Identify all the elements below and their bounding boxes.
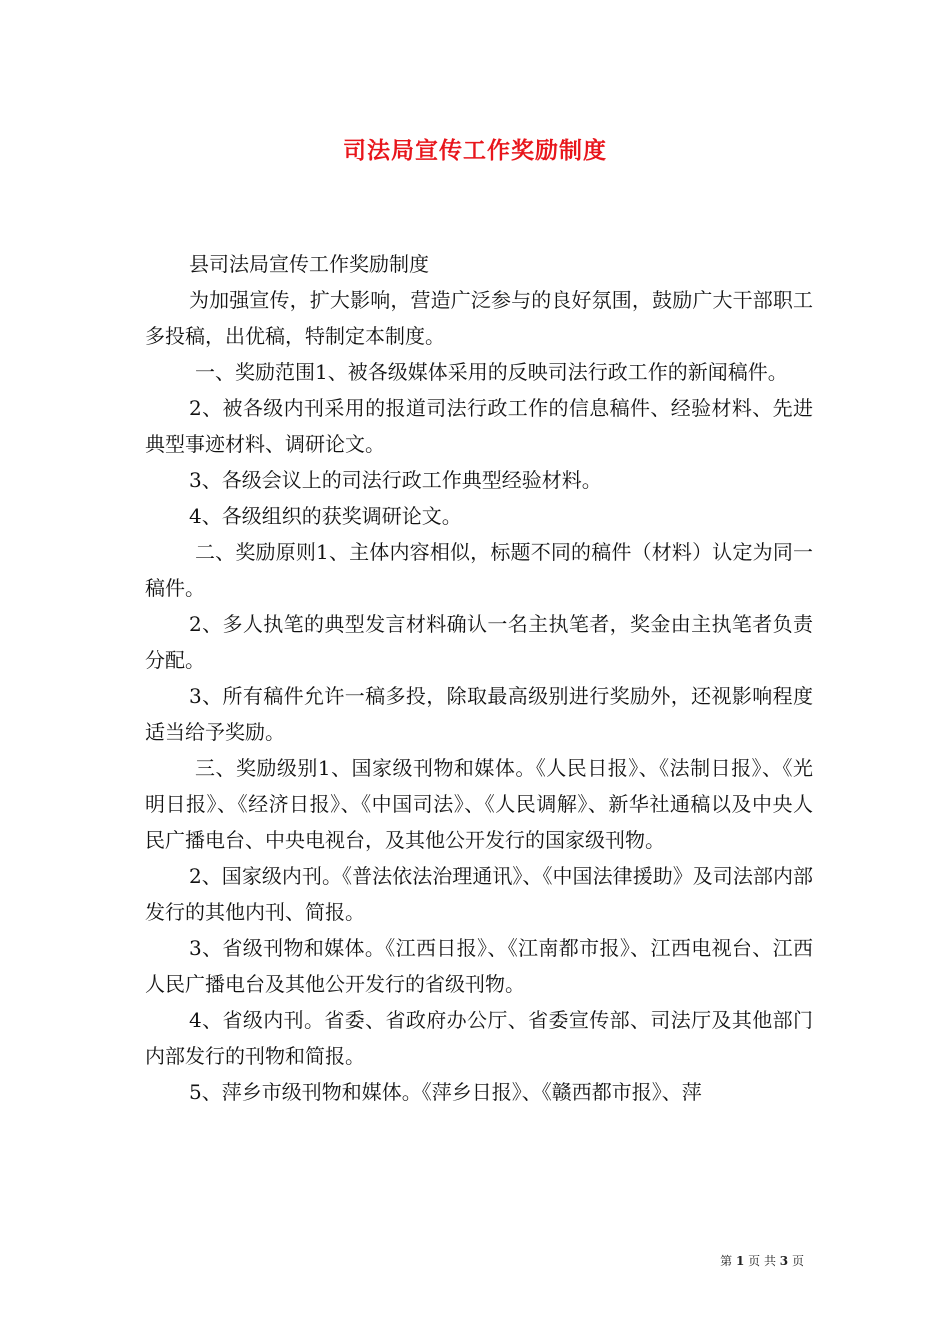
page-prefix: 第 <box>720 1254 733 1268</box>
paragraph: 2、多人执笔的典型发言材料确认一名主执笔者，奖金由主执笔者负责分配。 <box>145 612 813 672</box>
paragraph: 3、所有稿件允许一稿多投，除取最高级别进行奖励外，还视影响程度适当给予奖励。 <box>145 684 813 744</box>
section-heading-paragraph: 三、奖励级别1、国家级刊物和媒体。《人民日报》、《法制日报》、《光明日报》、《经济日报》、《中国司法》、《人民调解》、新华社通稿以及中央人民广播电台、中央电视台，及其他公开发行的国家级刊物。 <box>145 756 813 852</box>
current-page-number: 1 <box>735 1254 745 1268</box>
section-heading-paragraph: 二、奖励原则1、主体内容相似，标题不同的稿件（材料）认定为同一稿件。 <box>145 540 813 600</box>
total-pages-number: 3 <box>779 1254 789 1268</box>
document-title: 司法局宣传工作奖励制度 <box>343 137 607 164</box>
paragraph: 为加强宣传，扩大影响，营造广泛参与的良好氛围，鼓励广大干部职工多投稿，出优稿，特制定本制度。 <box>145 288 813 348</box>
paragraph: 4、各级组织的获奖调研论文。 <box>189 504 462 528</box>
document-body <box>145 246 813 1110</box>
paragraph: 4、省级内刊。省委、省政府办公厅、省委宣传部、司法厅及其他部门内部发行的刊物和简报。 <box>145 1008 813 1068</box>
page-mid: 页 共 <box>748 1254 776 1268</box>
paragraph: 2、被各级内刊采用的报道司法行政工作的信息稿件、经验材料、先进典型事迹材料、调研论文。 <box>145 396 813 456</box>
paragraph: 2、国家级内刊。《普法依法治理通讯》、《中国法律援助》及司法部内部发行的其他内刊、简报。 <box>145 864 813 924</box>
page-number-footer <box>720 1252 804 1269</box>
paragraph: 3、省级刊物和媒体。《江西日报》、《江南都市报》、江西电视台、江西人民广播电台及其他公开发行的省级刊物。 <box>145 936 813 996</box>
paragraph: 5、萍乡市级刊物和媒体。《萍乡日报》、《赣西都市报》、萍 <box>189 1080 702 1104</box>
section-heading-paragraph: 一、奖励范围1、被各级媒体采用的反映司法行政工作的新闻稿件。 <box>195 360 788 384</box>
paragraph: 县司法局宣传工作奖励制度 <box>189 252 429 276</box>
paragraph: 3、各级会议上的司法行政工作典型经验材料。 <box>189 468 602 492</box>
page-suffix: 页 <box>791 1254 804 1268</box>
